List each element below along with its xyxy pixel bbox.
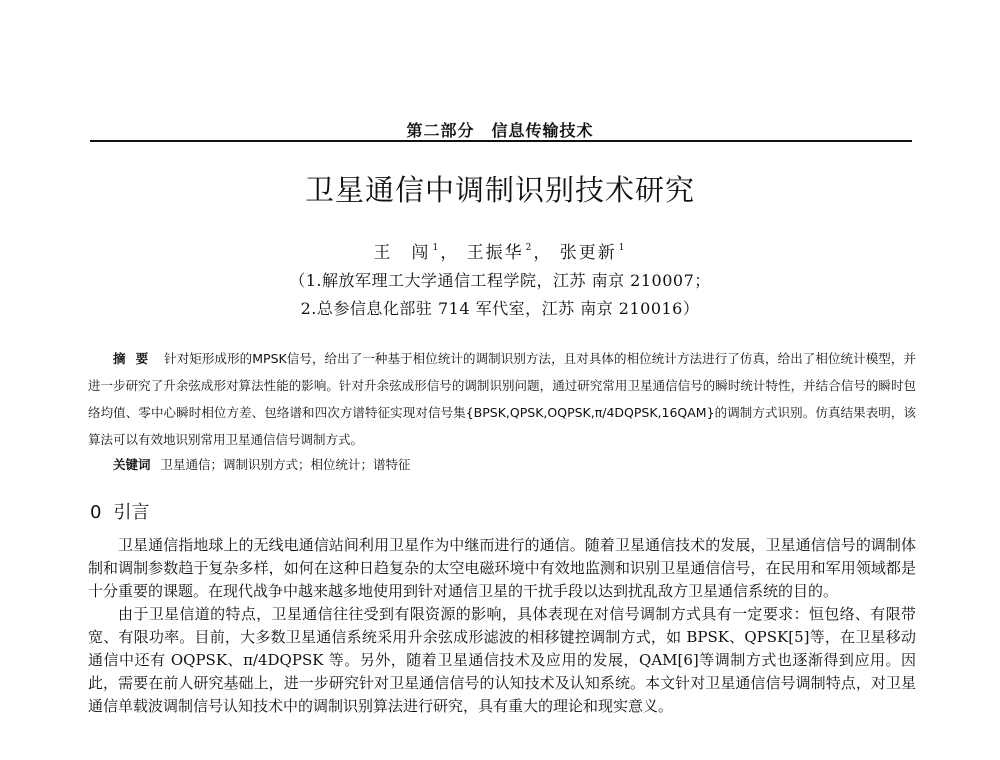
author-name: 王 闯 [373, 243, 431, 263]
section-heading [90, 498, 149, 524]
author-affiliation-marker: 1 [618, 243, 627, 253]
body-paragraph: 卫星通信指地球上的无线电通信站间利用卫星作为中继而进行的通信。随着卫星通信技术的发展，卫星通信信号的调制体制和调制参数趋于复杂多样，如何在这种日趋复杂的太空电磁环境中有效地监测和识别卫星通信信号，在民用和军用领域都是十分重要的课题。在现代战争中越来越多地使用到针对通信卫星的干扰手段以达到扰乱敌方卫星通信系统的目的。 [88, 536, 916, 600]
paper-title: 卫星通信中调制识别技术研究 [304, 173, 695, 207]
affiliation-line-2: 2.总参信息化部驻 714 军代室，江苏 南京 210016） [300, 299, 700, 318]
keywords [88, 455, 916, 473]
author-list: 王 闯 $^1$， 王振华 $^2$， 张更新 $^1$ [373, 243, 627, 263]
author-affiliation-marker: 2 [525, 243, 534, 253]
body-paragraph: 由于卫星信道的特点，卫星通信往往受到有限资源的影响，具体表现在对信号调制方式具有一定要求：恒包络、有限带宽、有限功率。目前，大多数卫星通信系统采用升余弦成形滤波的相移键控调制方式，如 BPSK、QPSK[5]等，在卫星移动通信中还有 OQPSK、π/4DQPSK 等。另外，随着卫星通信技术及应用的发展，QAM[6]等调制方式也逐渐得到应用。因此，需要在前人研究基础上，进一步研究针对卫星通信信号的认知技术及认知系统。本文针对卫星通信信号调制特点，对卫星通信单载波调制信号认知技术中的调制识别算法进行研究，具有重大的理论和现实意义。 [88, 605, 916, 715]
abstract-text: 针对矩形成形的MPSK信号，给出了一种基于相位统计的调制识别方法，且对具体的相位统计方法进行了仿真，给出了相位统计模型，并进一步研究了升余弦成形对算法性能的影响。针对升余弦成形信号的调制识别问题，通过研究常用卫星通信信号的瞬时统计特性，并结合信号的瞬时包络均值、零中心瞬时相位方差、包络谱和四次方谱特征实现对信号集{BPSK,QPSK,OQPSK,π/4DQPSK,16QAM}的调制方式识别。仿真结果表明，该算法可以有效地识别常用卫星通信信号调制方式。 [88, 351, 916, 447]
section-number: 0 [90, 502, 102, 523]
abstract-label: 摘要 [113, 351, 159, 366]
author-name: 王振华 [466, 243, 524, 263]
header-rule [90, 140, 912, 142]
affiliation-line-1: （1.解放军理工大学通信工程学院，江苏 南京 210007； [289, 271, 711, 290]
section-body [88, 534, 916, 718]
section-title: 引言 [113, 502, 150, 523]
author-name: 张更新 [559, 243, 617, 263]
running-section-header: 第二部分 信息传输技术 [406, 121, 594, 140]
keywords-text: 卫星通信；调制识别方式；相位统计；谱特征 [160, 457, 411, 472]
keywords-label: 关键词 [113, 457, 151, 472]
abstract [88, 345, 916, 453]
author-affiliation-marker: 1 [432, 243, 441, 253]
